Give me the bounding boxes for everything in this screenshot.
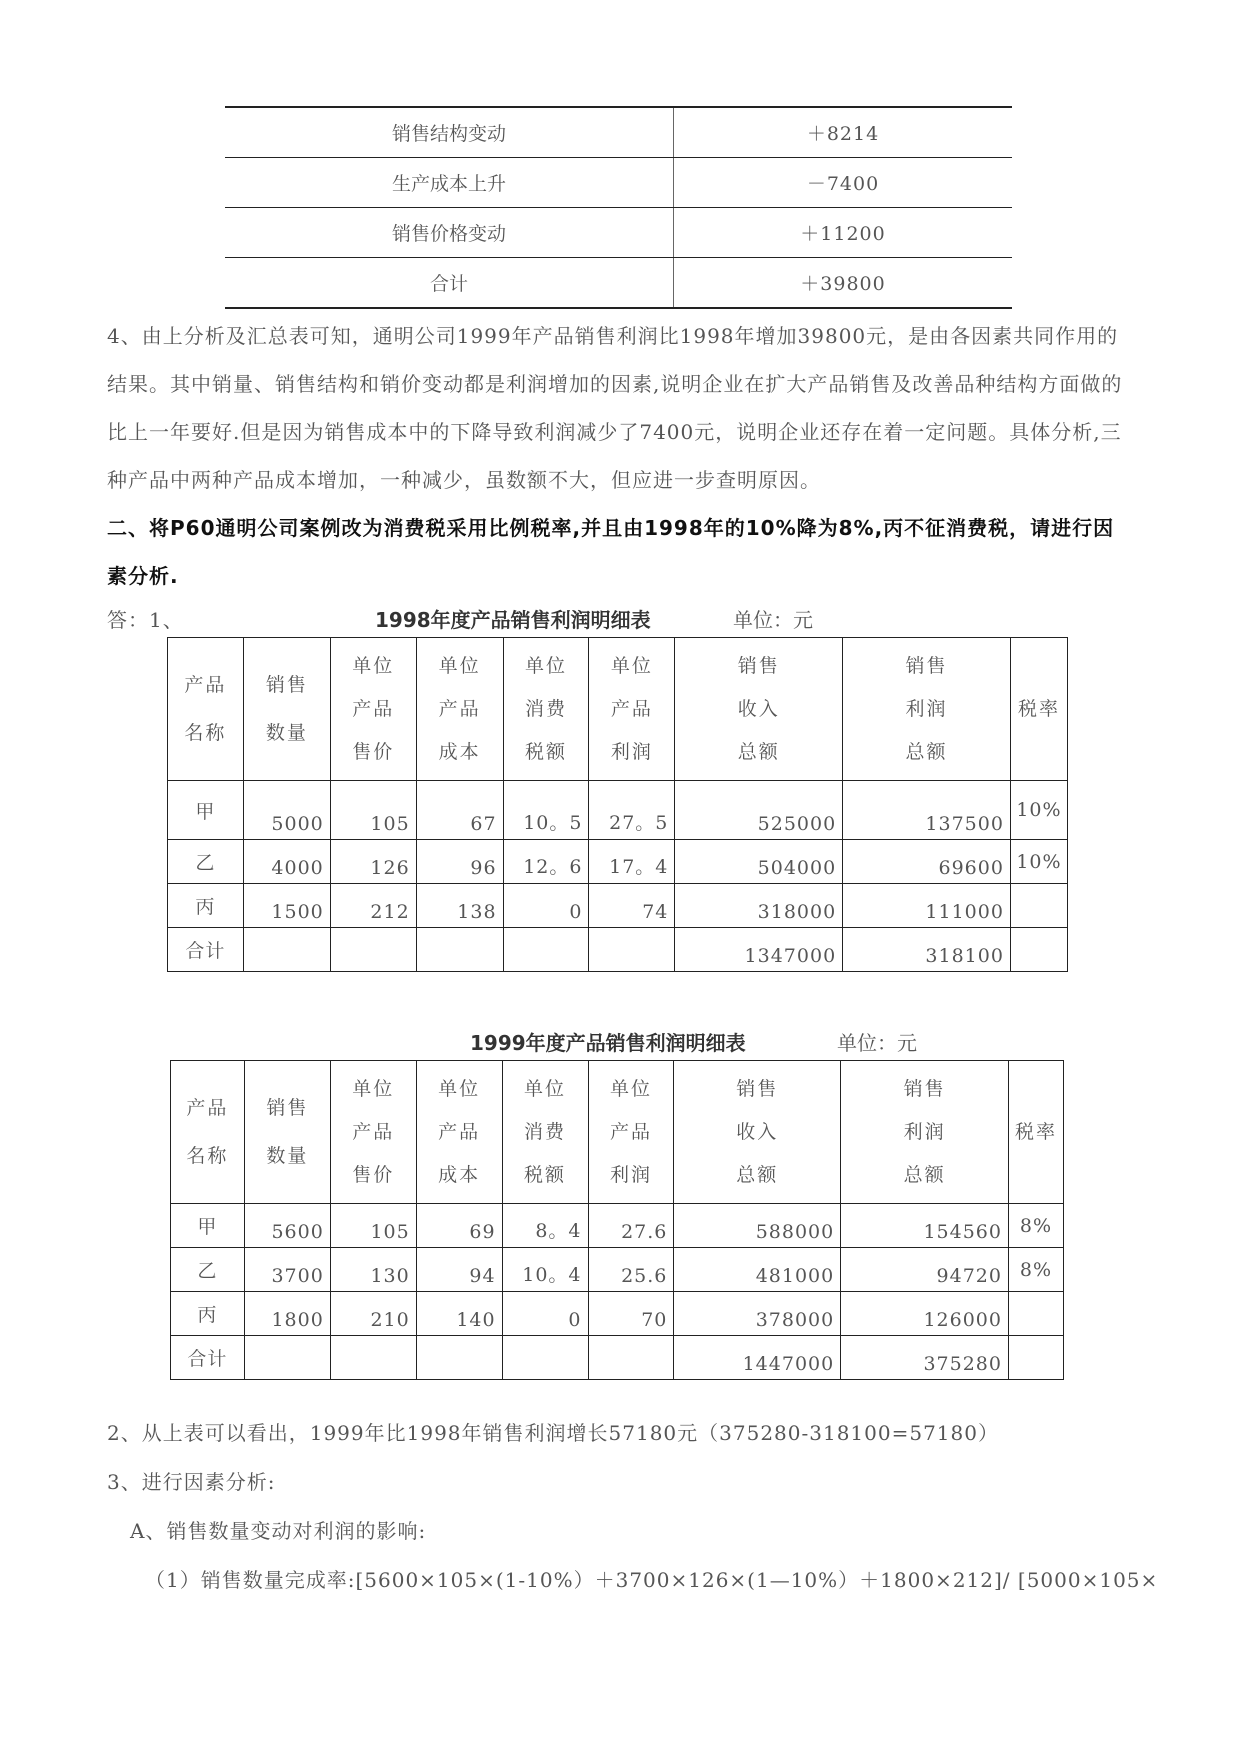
table-cell: 3700	[244, 1248, 330, 1292]
column-header-line: 税率	[1014, 1121, 1057, 1143]
table-cell: 70	[588, 1292, 674, 1336]
table1-unit: 单位：元	[733, 608, 813, 632]
column-header-line: 利润	[905, 697, 948, 720]
summary-value: ＋39800	[674, 258, 1013, 309]
column-header	[841, 1061, 1009, 1204]
table-cell: 318100	[843, 928, 1011, 972]
column-header-line: 总额	[903, 1163, 946, 1186]
table-cell: 105	[330, 1204, 416, 1248]
table-cell	[503, 928, 589, 972]
table-cell: 0	[503, 884, 589, 928]
column-header-line: 销售	[903, 1077, 946, 1100]
summary-label: 销售结构变动	[225, 107, 674, 158]
table-row	[168, 840, 1068, 884]
column-header-line: 产品	[438, 1120, 481, 1143]
table-cell	[1008, 1336, 1063, 1380]
table-cell	[1010, 928, 1067, 972]
table-row	[171, 1292, 1064, 1336]
table-cell: 1500	[243, 884, 330, 928]
table-cell: 1347000	[675, 928, 843, 972]
table-cell: 74	[589, 884, 675, 928]
column-header	[416, 638, 503, 781]
table-cell: 588000	[674, 1204, 841, 1248]
table-cell: 525000	[675, 781, 843, 840]
column-header	[674, 1061, 841, 1204]
table-cell: 94	[416, 1248, 502, 1292]
column-header	[675, 638, 843, 781]
table-cell: 504000	[675, 840, 843, 884]
table-cell	[243, 928, 330, 972]
line-sales-volume-effect: A、销售数量变动对利润的影响:	[130, 1519, 427, 1543]
table-cell: 甲	[171, 1204, 245, 1248]
table-cell: 140	[416, 1292, 502, 1336]
table-cell: 378000	[674, 1292, 841, 1336]
table-row	[171, 1336, 1064, 1380]
table-cell	[244, 1336, 330, 1380]
summary-value: ＋11200	[674, 208, 1013, 258]
table-cell: 乙	[168, 840, 244, 884]
summary-value: －7400	[674, 158, 1013, 208]
table-cell: 111000	[843, 884, 1011, 928]
column-header-line: 单位	[525, 654, 568, 677]
table-cell: 105	[330, 781, 416, 840]
section-heading-2: 二、将P60通明公司案例改为消费税采用比例税率,并且由1998年的10%降为8%,丙不征消费税，请进行因素分析.	[107, 516, 1115, 588]
table-cell: 4000	[243, 840, 330, 884]
column-header-line: 销售	[905, 654, 948, 677]
column-header	[330, 1061, 416, 1204]
summary-row	[225, 107, 1012, 158]
column-header-line: 单位	[610, 654, 653, 677]
table-cell: 8%	[1008, 1248, 1063, 1292]
table-cell: 210	[330, 1292, 416, 1336]
column-header-line: 售价	[352, 740, 395, 763]
summary-value: ＋8214	[674, 107, 1013, 158]
table-row	[168, 928, 1068, 972]
factor-summary-table	[225, 106, 1012, 309]
table-cell	[589, 928, 675, 972]
table-cell: 5000	[243, 781, 330, 840]
line-factor-analysis: 3、进行因素分析:	[107, 1470, 276, 1494]
column-header-line: 产品	[610, 697, 653, 720]
column-header	[244, 1061, 330, 1204]
summary-row	[225, 258, 1012, 309]
column-header-line: 收入	[736, 1120, 779, 1143]
table-row	[171, 1248, 1064, 1292]
column-header-line: 单位	[524, 1077, 567, 1100]
table-cell: 25.6	[588, 1248, 674, 1292]
table-row	[168, 781, 1068, 840]
table-cell: 丙	[171, 1292, 245, 1336]
column-header	[1008, 1061, 1063, 1204]
table-cell: 67	[416, 781, 503, 840]
table-cell: 丙	[168, 884, 244, 928]
column-header-line: 产品	[184, 674, 227, 696]
column-header-line: 产品	[352, 697, 395, 720]
column-header-line: 产品	[438, 697, 481, 720]
line-profit-growth: 2、从上表可以看出，1999年比1998年销售利润增长57180元（375280-318100=57180）	[107, 1421, 999, 1445]
column-header	[416, 1061, 502, 1204]
column-header-line: 税额	[524, 1163, 567, 1186]
column-header-line: 单位	[609, 1077, 652, 1100]
answer-prefix: 答：1、	[107, 608, 184, 632]
column-header-line: 消费	[525, 697, 568, 720]
column-header-line: 税额	[525, 740, 568, 763]
table-row	[168, 884, 1068, 928]
table-cell: 69	[416, 1204, 502, 1248]
column-header-line: 产品	[352, 1120, 395, 1143]
table-cell	[330, 928, 416, 972]
column-header	[1010, 638, 1067, 781]
column-header-line: 总额	[736, 1163, 779, 1186]
column-header-line: 单位	[438, 654, 481, 677]
table-cell: 合计	[171, 1336, 245, 1380]
table-cell: 10。4	[502, 1248, 588, 1292]
table-row	[171, 1204, 1064, 1248]
column-header	[168, 638, 244, 781]
column-header-line: 成本	[438, 1163, 481, 1186]
table-cell	[502, 1336, 588, 1380]
table-cell: 10%	[1010, 840, 1067, 884]
column-header	[588, 1061, 674, 1204]
column-header-line: 单位	[438, 1077, 481, 1100]
column-header	[330, 638, 416, 781]
table-cell: 126	[330, 840, 416, 884]
column-header	[502, 1061, 588, 1204]
profit-table-1998	[167, 637, 1068, 972]
table-cell: 17。4	[589, 840, 675, 884]
table-cell: 8。4	[502, 1204, 588, 1248]
column-header-line: 销售	[266, 1097, 309, 1119]
table-cell: 合计	[168, 928, 244, 972]
table-cell: 乙	[171, 1248, 245, 1292]
column-header	[243, 638, 330, 781]
table-cell: 154560	[841, 1204, 1009, 1248]
summary-row	[225, 158, 1012, 208]
table-cell: 10%	[1010, 781, 1067, 840]
table-cell	[416, 928, 503, 972]
table-cell	[1008, 1292, 1063, 1336]
summary-label: 销售价格变动	[225, 208, 674, 258]
summary-label: 合计	[225, 258, 674, 309]
table-cell: 1800	[244, 1292, 330, 1336]
table-cell: 0	[502, 1292, 588, 1336]
table-cell: 甲	[168, 781, 244, 840]
table-cell: 130	[330, 1248, 416, 1292]
column-header-line: 单位	[352, 654, 395, 677]
column-header	[589, 638, 675, 781]
summary-row	[225, 208, 1012, 258]
column-header	[503, 638, 589, 781]
table-cell: 126000	[841, 1292, 1009, 1336]
table2-title: 1999年度产品销售利润明细表	[470, 1031, 746, 1055]
table-cell: 137500	[843, 781, 1011, 840]
column-header	[171, 1061, 245, 1204]
column-header-line: 利润	[609, 1163, 652, 1186]
column-header-line: 销售	[265, 674, 308, 696]
table-cell: 8%	[1008, 1204, 1063, 1248]
table-cell: 12。6	[503, 840, 589, 884]
table-cell: 318000	[675, 884, 843, 928]
column-header-line: 税率	[1017, 698, 1060, 720]
table-cell: 69600	[843, 840, 1011, 884]
column-header-line: 单位	[352, 1077, 395, 1100]
line-completion-rate-formula: （1）销售数量完成率:[5600×105×(1-10%）＋3700×126×(1—10%）＋1800×212]/ [5000×105×	[145, 1568, 1159, 1592]
header-row	[171, 1061, 1064, 1204]
table-cell	[416, 1336, 502, 1380]
table-cell: 94720	[841, 1248, 1009, 1292]
column-header-line: 售价	[352, 1163, 395, 1186]
table-cell	[1010, 884, 1067, 928]
table-cell: 5600	[244, 1204, 330, 1248]
table-cell: 138	[416, 884, 503, 928]
table-cell: 212	[330, 884, 416, 928]
column-header-line: 利润	[610, 740, 653, 763]
column-header-line: 总额	[905, 740, 948, 763]
column-header-line: 产品	[186, 1097, 229, 1119]
table-cell: 27。5	[589, 781, 675, 840]
table1-title: 1998年度产品销售利润明细表	[375, 608, 651, 632]
table-cell: 96	[416, 840, 503, 884]
column-header-line: 名称	[184, 722, 227, 744]
table-cell: 375280	[841, 1336, 1009, 1380]
header-row	[168, 638, 1068, 781]
table-cell: 481000	[674, 1248, 841, 1292]
column-header-line: 消费	[524, 1120, 567, 1143]
column-header-line: 收入	[737, 697, 780, 720]
column-header-line: 成本	[438, 740, 481, 763]
table-cell: 27.6	[588, 1204, 674, 1248]
column-header-line: 销售	[736, 1077, 779, 1100]
column-header-line: 总额	[737, 740, 780, 763]
column-header-line: 名称	[186, 1145, 229, 1167]
table2-unit: 单位：元	[837, 1031, 917, 1055]
summary-label: 生产成本上升	[225, 158, 674, 208]
column-header-line: 利润	[903, 1120, 946, 1143]
column-header-line: 销售	[737, 654, 780, 677]
column-header-line: 数量	[266, 1145, 309, 1167]
table-cell: 1447000	[674, 1336, 841, 1380]
table-cell	[588, 1336, 674, 1380]
profit-table-1999	[170, 1060, 1064, 1380]
paragraph-conclusion: 4、由上分析及汇总表可知，通明公司1999年产品销售利润比1998年增加39800元，是由各因素共同作用的结果。其中销量、销售结构和销价变动都是利润增加的因素,说明企业在扩大产品销售及改善品种结构方面做的比上一年要好.但是因为销售成本中的下降导致利润减少了7400元，说明企业还存在着一定问题。具体分析,三种产品中两种产品成本增加，一种减少，虽数额不大，但应进一步查明原因。	[107, 324, 1123, 492]
column-header	[843, 638, 1011, 781]
table-cell: 10。5	[503, 781, 589, 840]
table-cell	[330, 1336, 416, 1380]
column-header-line: 数量	[265, 722, 308, 744]
column-header-line: 产品	[609, 1120, 652, 1143]
